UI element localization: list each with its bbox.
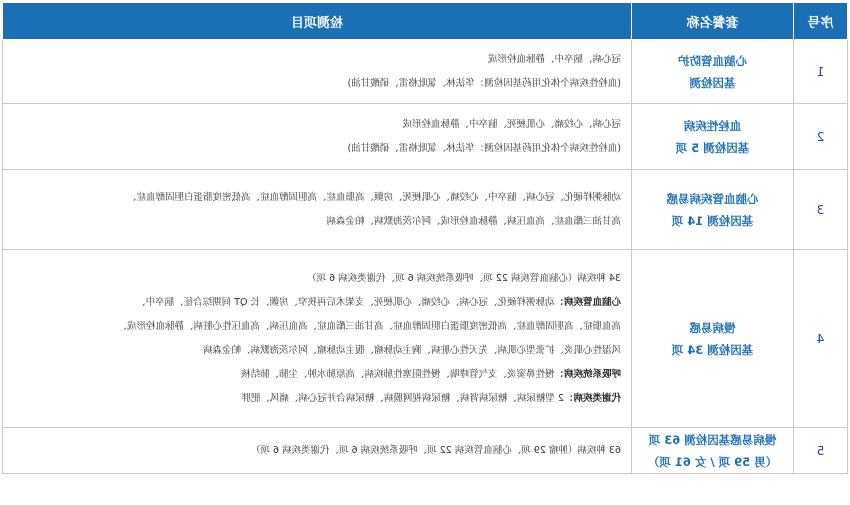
item-line <box>13 186 621 210</box>
package-name-line: 心脑血管疾病易感 <box>666 191 759 206</box>
row-no: 1 <box>794 40 848 104</box>
table-header-row <box>3 3 848 40</box>
item-text: 冠心病、脑卒中、静脉血栓形成 <box>487 53 621 65</box>
row-no: 3 <box>794 170 848 250</box>
item-line <box>13 210 621 234</box>
header-no: 序号 <box>794 3 848 40</box>
package-name-line: 慢病易感基因检测 63 项 <box>648 432 777 447</box>
item-text: 63 种疾病（肿瘤 29 项、心脑血管疾病 22 项、呼吸系统疾病 6 项、代谢类疾病 6 项） <box>250 444 621 456</box>
item-text: 高甘油三酯血症、高血压病、静脉血栓形成、阿尔茨海默病、帕金森病 <box>326 215 621 227</box>
package-name-line: 基因检测 5 项 <box>675 140 750 155</box>
test-package-table <box>2 2 848 474</box>
item-text: 慢性鼻窦炎、支气管哮喘、慢性阻塞性肺疾病、高原肺水肿、尘肺、肺结核 <box>240 368 555 380</box>
header-items: 检测项目 <box>3 3 632 40</box>
item-text: 34 种疾病（心脑血管疾病 22 项、呼吸系统疾病 6 项、代谢类疾病 6 项） <box>307 272 621 284</box>
row-no: 5 <box>794 428 848 474</box>
header-package: 套餐名称 <box>632 3 794 40</box>
item-line <box>13 439 621 463</box>
item-line <box>13 387 621 411</box>
package-name-line: 基因检测 14 项 <box>671 213 754 228</box>
item-text: 风湿性心肌炎、扩张型心肌病、先天性心脏病、胸主动脉瘤、腹主动脉瘤、阿尔茨海默病、帕金森病 <box>202 344 621 356</box>
package-name-line: 基因检测 <box>689 75 736 90</box>
package-name <box>632 170 794 250</box>
item-line <box>13 48 621 72</box>
test-items <box>3 428 632 474</box>
package-name <box>632 428 794 474</box>
package-name <box>632 250 794 428</box>
item-text: 冠心病、心绞痛、心肌梗死、脑卒中、静脉血栓形成 <box>402 118 621 130</box>
mirrored-page <box>0 2 850 505</box>
test-items <box>3 170 632 250</box>
item-line <box>13 339 621 363</box>
item-text: 动脉粥样硬化、冠心病、心绞痛、心肌梗死、支架术后再狭窄、房颤、长 QT 间期综合征、脑卒中、 <box>136 296 555 308</box>
item-line <box>13 267 621 291</box>
table-row <box>3 104 848 170</box>
item-line <box>13 137 621 161</box>
item-line <box>13 315 621 339</box>
package-name-line: （男 59 项 / 女 61 项） <box>647 454 778 469</box>
test-items <box>3 250 632 428</box>
row-no: 2 <box>794 104 848 170</box>
category-label: 心脑血管疾病： <box>554 296 621 308</box>
table-row <box>3 250 848 428</box>
table-row <box>3 170 848 250</box>
item-line <box>13 72 621 96</box>
category-label: 呼吸系统疾病： <box>554 368 621 380</box>
item-text: 2 型糖尿病、糖尿病肾病、糖尿病视网膜病、糖尿病合并冠心病、痛风、肥胖 <box>241 392 564 404</box>
item-line <box>13 291 621 315</box>
package-name <box>632 40 794 104</box>
row-no: 4 <box>794 250 848 428</box>
item-line <box>13 363 621 387</box>
package-name-line: 慢病易感 <box>689 320 736 335</box>
item-text: (血栓性疾病个体化用药基因检测：华法林、氯吡格雷、硝酸甘油) <box>347 142 621 154</box>
package-name-line: 基因检测 34 项 <box>671 342 754 357</box>
item-text: (血栓性疾病个体化用药基因检测：华法林、氯吡格雷、硝酸甘油) <box>347 77 621 89</box>
table-row <box>3 428 848 474</box>
table-row <box>3 40 848 104</box>
package-name-line: 血栓性疾病 <box>683 118 742 133</box>
package-name <box>632 104 794 170</box>
test-items <box>3 40 632 104</box>
test-items <box>3 104 632 170</box>
item-text: 动脉粥样硬化、冠心病、脑卒中、心绞痛、心肌梗死、房颤、高脂血症、高胆固醇血症、高低密度脂蛋白胆固醇血症、 <box>126 191 621 203</box>
package-name-line: 心脑血管防护 <box>678 53 747 68</box>
category-label: 代谢类疾病： <box>563 392 621 404</box>
item-text: 高血脂症、高胆固醇血症、高低密度脂蛋白胆固醇血症、高甘油三酯血症、高血压病、高血压性心脏病、静脉血栓形成、 <box>117 320 621 332</box>
item-line <box>13 113 621 137</box>
